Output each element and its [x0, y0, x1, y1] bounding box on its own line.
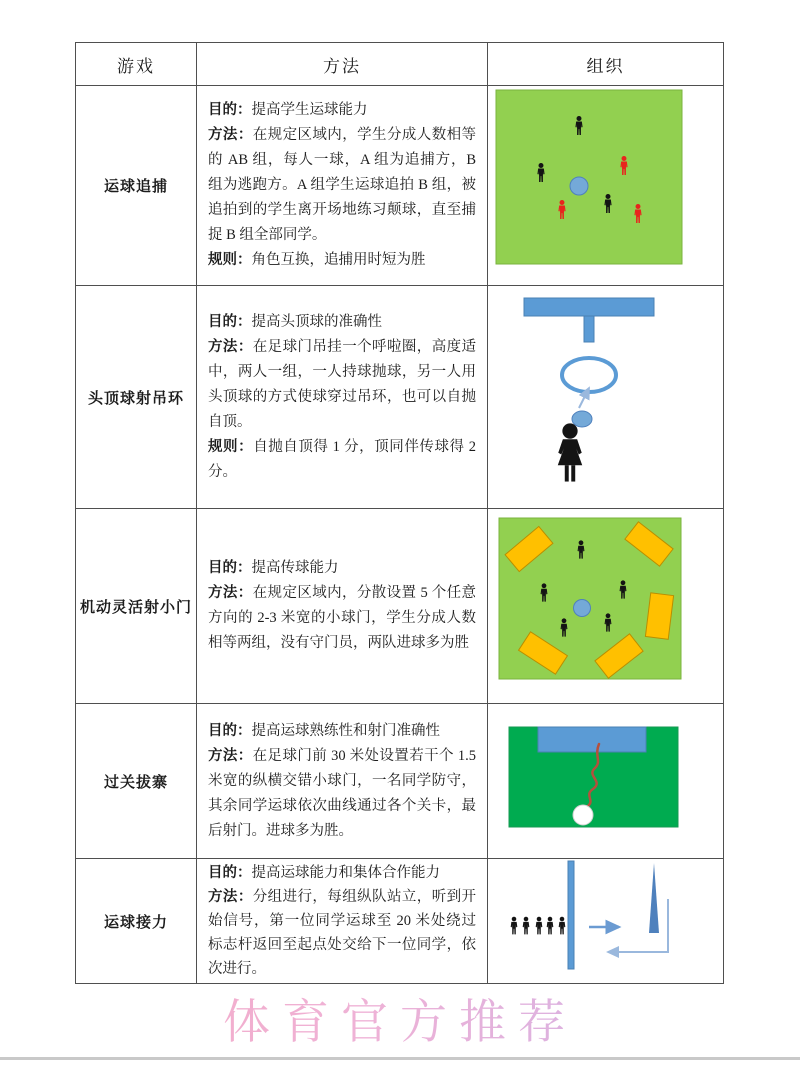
game-name: 头顶球射吊环: [76, 286, 197, 509]
field: [496, 90, 682, 264]
game-name: 机动灵活射小门: [76, 509, 197, 704]
header-row: [76, 43, 724, 86]
watermark: 体育官方推荐: [0, 985, 800, 1052]
rule-line: 规则：自抛自顶得 1 分，顶同伴传球得 2 分。: [208, 438, 477, 480]
purpose-line: 目的：提高运球能力和集体合作能力: [208, 865, 440, 881]
goal-icon: [645, 593, 673, 639]
game-name: 过关拔寨: [76, 704, 197, 859]
table-row: [76, 859, 724, 984]
table-row: [76, 286, 724, 509]
purpose-line: 目的：提高运球熟练性和射门准确性: [208, 722, 440, 739]
diagram-mini-goals: [488, 509, 722, 702]
table-row: [76, 86, 724, 286]
ball-icon: [573, 805, 593, 825]
start-line: [568, 861, 574, 969]
table-row: [76, 509, 724, 704]
goal-area: [538, 727, 646, 752]
method-line: 方法：在足球门前 30 米处设置若干个 1.5 米宽的纵横交错小球门，一名同学防守，其余同学运球依次曲线通过各个关卡，最后射门。进球多为胜。: [208, 747, 477, 839]
header-game: 游戏: [76, 43, 197, 86]
header-method: 方法: [197, 43, 488, 86]
player-icon: [536, 917, 543, 935]
purpose-line: 目的：提高传球能力: [208, 560, 339, 576]
player-icon: [523, 917, 530, 935]
method-cell: [197, 859, 488, 984]
header-organization: 组织: [488, 43, 724, 86]
hanger-bar: [584, 316, 594, 342]
game-name: 运球接力: [76, 859, 197, 984]
ball-icon: [574, 600, 591, 617]
method-line: 方法：分组进行，每组纵队站立，听到开始信号，第一位同学运球至 20 米处绕过标志杆返回至起点处交给下一位同学，依次进行。: [208, 889, 477, 977]
page-bottom-edge: [0, 1057, 800, 1060]
method-cell: [197, 704, 488, 859]
purpose-line: 目的：提高学生运球能力: [208, 102, 368, 118]
method-line: 方法：在足球门吊挂一个呼啦圈，高度适中，两人一组，一人持球抛球，另一人用头顶球的方式使球穿过吊环，也可以自抛自顶。: [208, 338, 477, 430]
diagram-header-hoop: [488, 286, 722, 507]
method-cell: [197, 509, 488, 704]
player-icon: [547, 917, 554, 935]
diagram-dribble-chase: [488, 86, 722, 284]
diagram-relay: [488, 859, 722, 982]
rule-line: 规则：角色互换，追捕用时短为胜: [208, 252, 426, 268]
cone-icon: [649, 863, 659, 933]
purpose-line: 目的：提高头顶球的准确性: [208, 313, 382, 330]
game-name: 运球追捕: [76, 86, 197, 286]
method-line: 方法：在规定区域内，分散设置 5 个任意方向的 2-3 米宽的小球门，学生分成人数相等两组，没有守门员，两队进球多为胜: [208, 585, 477, 651]
diagram-gate-run: [488, 704, 722, 857]
method-line: 方法：在规定区域内，学生分成人数相等的 AB 组，每人一球，A 组为追捕方，B 组为逃跑方。A 组学生运球追拍 B 组，被追拍到的学生离开场地练习颠球，直至捕捉 B 组全部同学。: [208, 127, 477, 243]
crossbar-icon: [524, 298, 654, 316]
player-icon: [558, 423, 582, 481]
ball-icon: [572, 411, 592, 427]
player-icon: [511, 917, 518, 935]
method-cell: [197, 86, 488, 286]
player-icon: [559, 917, 566, 935]
drill-table: [75, 42, 723, 984]
table-row: [76, 704, 724, 859]
ball-icon: [570, 177, 588, 195]
return-arrow-icon: [608, 899, 668, 952]
hoop-icon: [562, 358, 616, 392]
method-cell: [197, 286, 488, 509]
